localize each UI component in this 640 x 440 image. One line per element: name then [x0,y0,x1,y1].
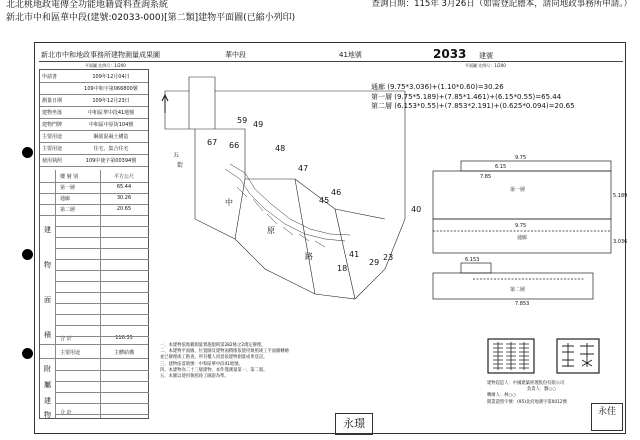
side-label: 建 [44,226,51,234]
company-line: 建物起造人：中國建築經理股份有限公司 [487,381,565,386]
table-divider [100,170,101,418]
info-row-value: 109中使字第00394號 [85,158,137,164]
dimension-label: 9.75 [515,155,527,161]
personal-seal-icon [556,338,600,374]
survey-notes [160,343,289,380]
survey-sheet [34,42,626,434]
area-value: 20.65 [116,206,132,212]
road-label: 五 [173,152,180,159]
area-value: 平方公尺 [113,174,134,180]
note-line: 一、本建物依地籍測量實施規則第282條之2規定辦理。 [160,343,266,348]
floor-label: 第二層 [510,287,526,293]
formula-line: 第二層 (6.153*0.55)+(7.853*2.191)+(0.625*0.094)=20.65 [371,102,575,110]
punch-hole-icon [22,249,33,260]
company-info [487,381,567,406]
area-key: 第一層 [60,185,76,191]
info-row-key: 主要用途 [42,134,63,140]
office-name: 新北市中和地政事務所建物測量成果圖 [41,51,160,59]
road-label: 街 [177,162,184,169]
dimension-label: 9.75 [515,223,527,229]
scale-left: 平面圖 比例尺：1/200 [85,63,126,68]
area-value: 116.35 [115,335,133,341]
section-name: 華中段 [225,51,246,59]
note-line: 五、本圖以使用執照竣工圖說為準。 [160,374,229,380]
info-row-value: 鋼筋混凝土構造 [93,134,129,140]
parcel-number: 41地號 [339,51,362,59]
area-value: 主體結構 [113,350,134,356]
note-line: 二、本建物平面圖、位置圖及建物面積係依使用執照竣工平面圖轉繪 [160,349,289,355]
info-row-key: 申請書 [42,74,58,80]
area-key: 主要用途 [60,350,81,356]
punch-hole-icon [22,147,33,158]
scale-right: 平面圖 比例尺：1/200 [465,63,506,68]
info-row-key: 建物門牌 [42,122,63,128]
company-line: 開業證照字號：(95)北府地測字第0012號 [487,399,567,405]
info-table [39,69,149,419]
info-row-key: 主要用途 [42,146,63,152]
note-line: 三、建物座落地號：中和區華中段41地號。 [160,361,243,367]
note-line: 並已辦理竣工勘查，所有權人同意依建物測量成果登記。 [160,355,268,361]
road-label: 路 [305,252,313,261]
area-formulas [371,83,575,112]
side-label: 物 [44,261,51,269]
dimension-label: 7.85 [480,174,492,180]
floor-label: 通廊 [517,235,528,241]
lot-label: 23 [383,253,394,262]
area-key: 通廊 [60,196,71,202]
building-number-suffix: 建號 [479,52,493,60]
lot-label: 59 [237,116,248,125]
company-line: 轉繪人：林○○ [487,393,516,399]
dimension-label: 3.036 [613,239,628,245]
area-key: 合 計 [60,336,72,342]
lot-label: 18 [337,264,348,273]
info-row-key: 建物坐落 [42,110,63,116]
dimension-label: 6.153 [465,257,480,263]
lot-label: 41 [349,250,360,259]
info-row-value: 中和區華中段41地號 [87,110,135,116]
info-row-key: 測量日期 [42,98,63,104]
empty-row [56,402,149,415]
lot-label: 48 [275,144,286,153]
side-label: 面 [44,296,51,304]
attached-total-label: 合 計 [60,410,72,416]
formula-line: 通廊 (9.75*3.036)+(1.10*0.60)=30.26 [371,83,504,91]
side-label: 建 [44,397,51,405]
info-row-value: 109年12月23日 [92,98,130,104]
note-line: 四、本建物為二十三層建物，本件僅測量第一、第二層。 [160,367,268,373]
building-number: 2033 [433,47,467,61]
road-label: 中 [225,198,233,207]
lot-label: 66 [229,141,240,150]
side-label: 積 [44,331,51,339]
document-subtitle: 新北市中和區華中段(建號:02033-000)[第二類]建物平面圖(已縮小列印) [6,13,296,23]
lot-label: 29 [369,258,380,267]
sheet-titlebar [39,47,623,62]
area-key: 第二層 [60,207,76,213]
official-seal-icon [487,338,535,374]
lot-label: 67 [207,138,218,147]
lot-label: 47 [298,164,309,173]
lot-label: 40 [411,205,422,214]
query-date: 查詢日期：115年 3月26日（如需登記謄本，請向地政事務所申請。） [371,0,632,9]
surveyor-seal: 永璟 [335,413,373,435]
floor-plan-drawing [425,151,628,351]
side-label: 屬 [44,381,51,389]
side-label: 物 [44,411,51,419]
dimension-label: 7.853 [515,301,530,307]
side-label: 附 [44,365,51,373]
lot-label: 46 [331,188,342,197]
formula-line: 第一層 (9.75*5.189)+(7.85*1.461)+(6.15*0.55)=65.44 [371,92,562,101]
info-row-value: 住宅、集合住宅 [93,146,129,152]
floor-label: 第一層 [510,187,526,193]
area-key: 樓 層 別 [60,174,79,180]
owner-seal: 永佳 [591,403,623,431]
info-row [40,154,148,167]
dimension-label: 6.15 [495,164,507,170]
table-divider [55,170,56,418]
system-title: 北北桃地政電傳全功能地籍資料查詢系統 [6,0,169,10]
punch-hole-icon [22,348,33,359]
area-value: 30.26 [116,195,132,201]
info-row-value: 中和區中原街104號 [88,122,134,128]
info-row-value: 109中和字第066800號 [84,86,138,92]
empty-row [56,324,149,337]
dimension-label: 5.189 [613,193,628,199]
info-row-value: 109年12月04日 [92,74,130,80]
road-label: 原 [267,226,275,235]
info-row-key: 使用執照 [42,158,63,164]
lot-label: 49 [253,120,264,129]
area-value: 65.44 [116,184,132,190]
company-line: 負責人：劉○○ [527,387,556,393]
lot-label: 45 [319,196,330,205]
